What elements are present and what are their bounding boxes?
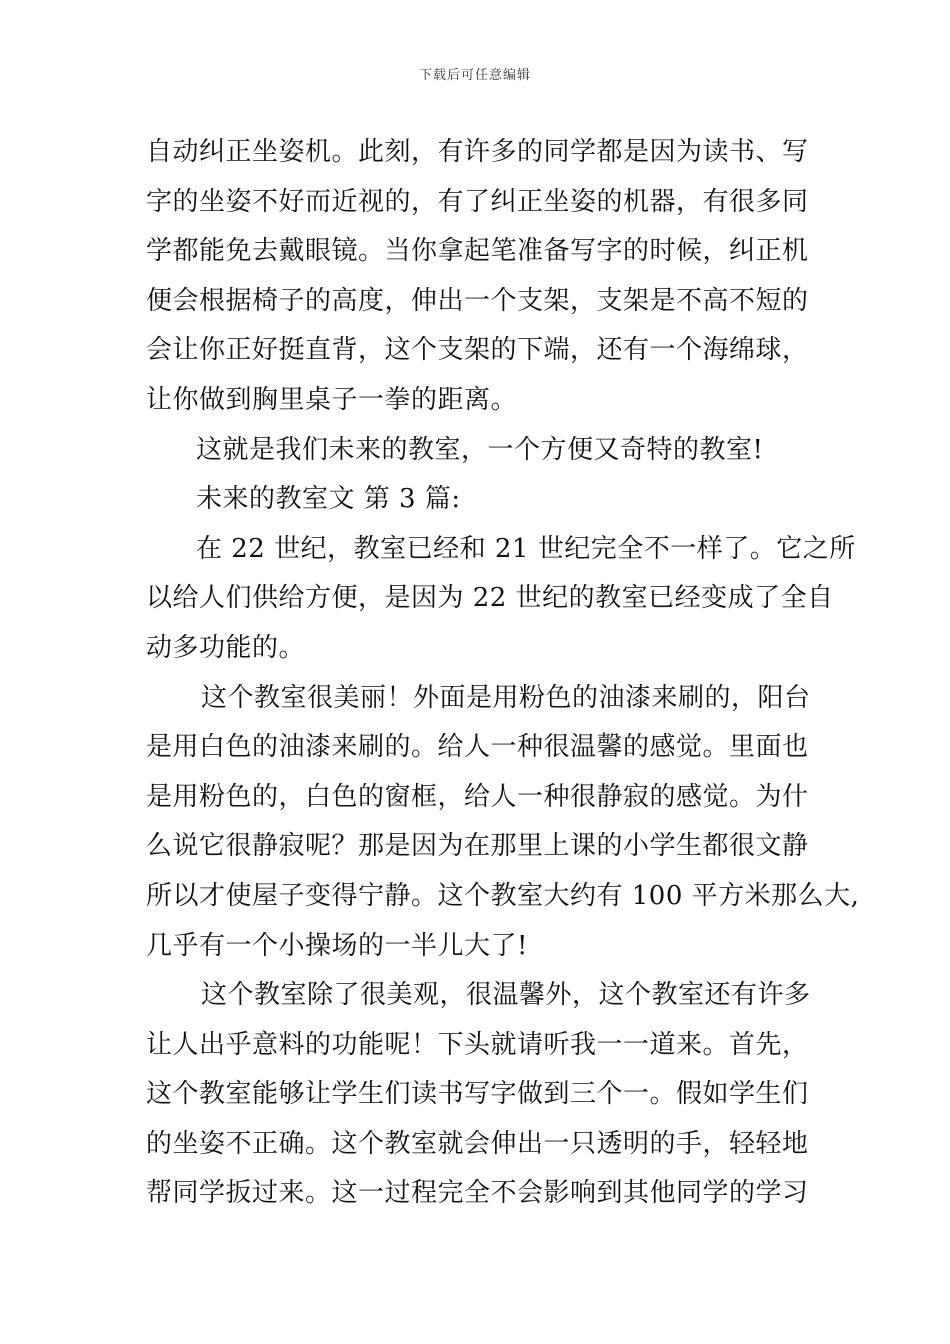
text-line: 所以才使屋子变得宁静。这个教室大约有 100 平方米那么大,: [146, 880, 860, 911]
text-line: 在 22 世纪，教室已经和 21 世纪完全不一样了。它之所: [196, 533, 856, 564]
text-line: 的坐姿不正确。这个教室就会伸出一只透明的手，轻轻地: [146, 1128, 809, 1159]
text-line: 帮同学扳过来。这一过程完全不会影响到其他同学的学习: [146, 1178, 809, 1209]
text-line: 动多功能的。: [146, 632, 306, 663]
document-body: [146, 128, 860, 1219]
text-line: 是用白色的油漆来刷的。给人一种很温馨的感觉。里面也: [146, 732, 809, 763]
text-line: 以给人们供给方便，是因为 22 世纪的教室已经变成了全自: [146, 583, 834, 614]
text-line: 便会根据椅子的高度，伸出一个支架，支架是不高不短的: [146, 285, 809, 316]
text-line: 会让你正好挺直背，这个支架的下端，还有一个海绵球，: [146, 335, 809, 366]
text-line: 这个教室很美丽！外面是用粉色的油漆来刷的，阳台: [201, 682, 811, 713]
text-line: 这个教室能够让学生们读书写字做到三个一。假如学生们: [146, 1079, 809, 1110]
page-header: 下载后可任意编辑: [418, 68, 531, 83]
text-line: 学都能免去戴眼镜。当你拿起笔准备写字的时候，纠正机: [146, 236, 809, 267]
text-line: 让你做到胸里桌子一拳的距离。: [146, 384, 518, 415]
text-line: 自动纠正坐姿机。此刻，有许多的同学都是因为读书、写: [146, 137, 809, 167]
text-line: 字的坐姿不好而近视的，有了纠正坐姿的机器，有很多同: [146, 186, 809, 217]
section-heading: 未来的教室文 第 3 篇:: [196, 484, 461, 515]
text-line: 这个教室除了很美观，很温馨外，这个教室还有许多: [201, 980, 811, 1011]
text-line: 几乎有一个小操场的一半儿大了!: [146, 930, 528, 961]
text-line: 是用粉色的，白色的窗框，给人一种很静寂的感觉。为什: [146, 781, 809, 812]
text-line: 这就是我们未来的教室，一个方便又奇特的教室!: [196, 434, 764, 465]
text-line: 让人出乎意料的功能呢！下头就请听我一一道来。首先，: [146, 1029, 809, 1060]
text-line: 么说它很静寂呢？那是因为在那里上课的小学生都很文静: [146, 831, 809, 862]
